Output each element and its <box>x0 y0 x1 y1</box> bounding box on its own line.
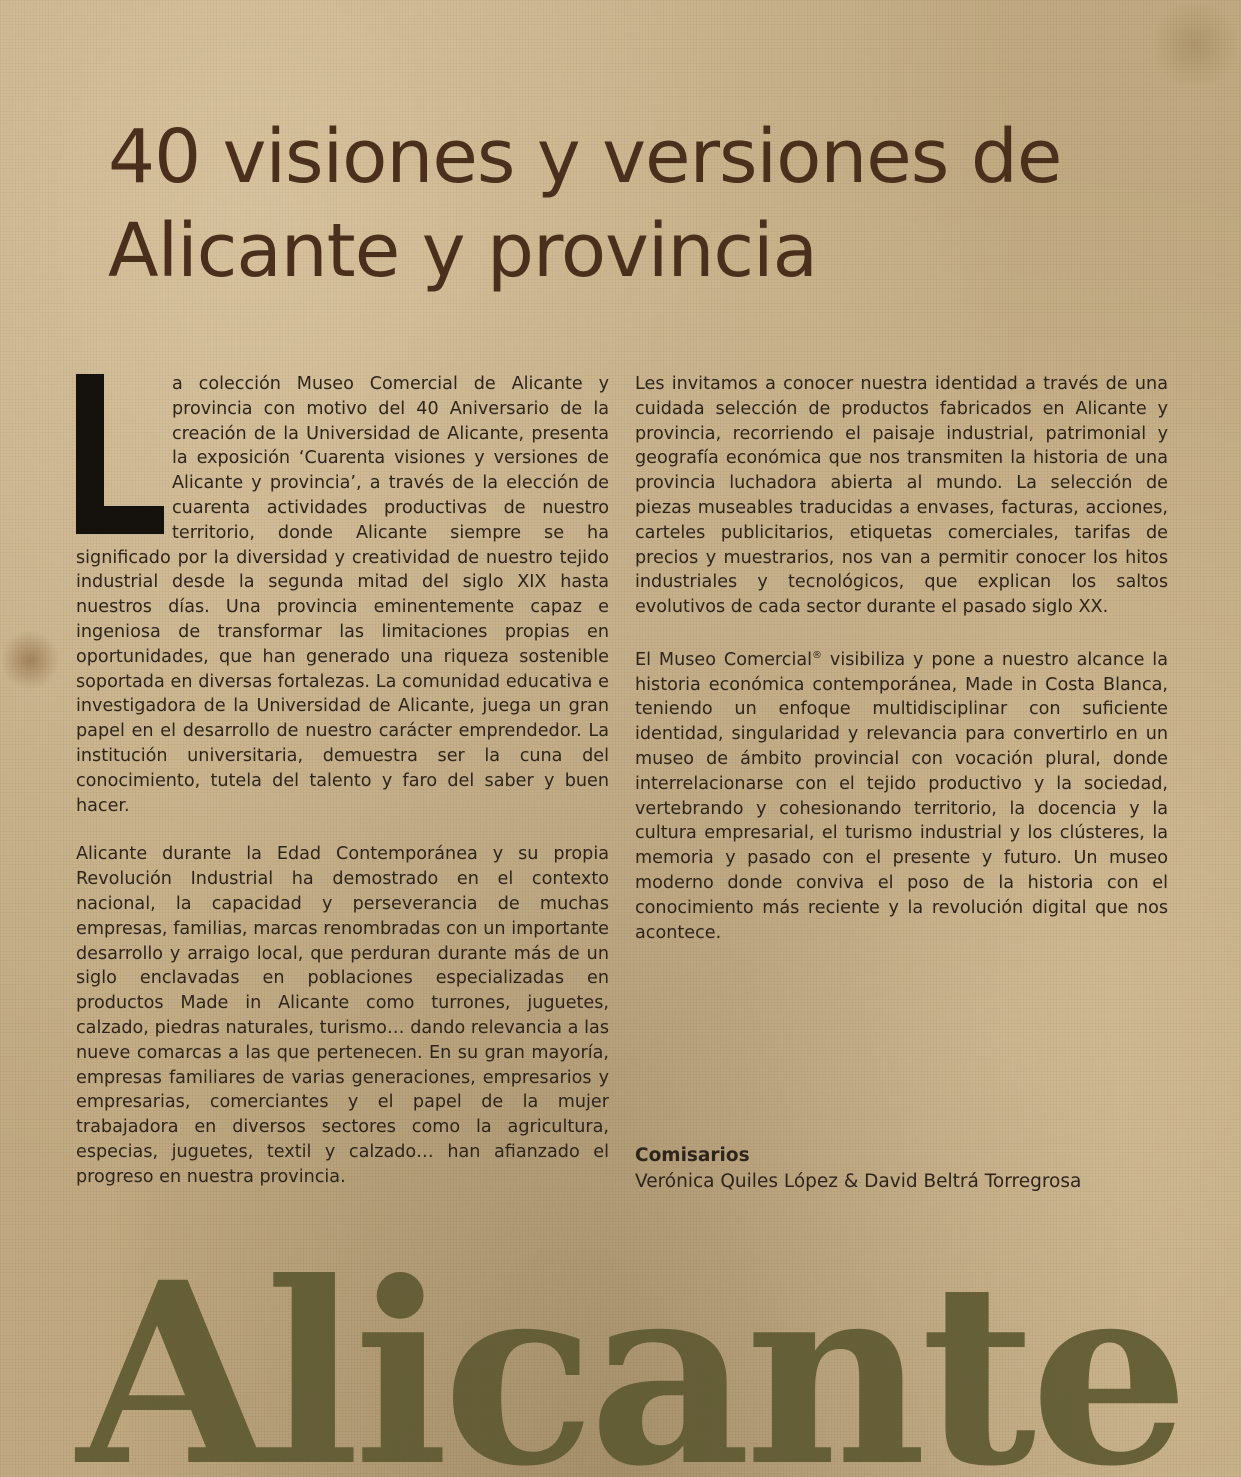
right-column <box>635 372 1168 969</box>
registered-mark: ® <box>812 649 823 661</box>
left-column <box>76 372 609 1214</box>
paragraph-museum-text: visibiliza y pone a nuestro alcance la historia económica contemporánea, Made in Costa Blanca, teniendo un enfoque multidisciplinar con suficiente identidad, singularidad y relevancia para convertirlo en un museo de ámbito provincial con vocación plural, donde interrelacionarse con el tejido productivo y la sociedad, vertebrando y cohesionando territorio, la docencia y la cultura empresarial, el turismo industrial y los clústeres, la memoria y pasado con el presente y futuro. Un museo moderno donde conviva el poso de la historia con el conocimiento más reciente y la revolución digital que nos acontece. <box>635 649 1168 943</box>
museum-name: El Museo Comercial <box>635 649 813 670</box>
paragraph-intro-text: a colección Museo Comercial de Alicante y provincia con motivo del 40 Aniversario de la creación de la Universidad de Alicante, presenta la exposición ‘Cuarenta visiones y versiones de Alicante y provincia’, a través de la elección de cuarenta actividades productivas de nuestro territorio, donde Alicante siempre se ha significado por la diversidad y creatividad de nuestro tejido industrial desde la segunda mitad del siglo XIX hasta nuestros días. Una provincia eminentemente capaz e ingeniosa de transformar las limitaciones propias en oportunidades, que han generado una riqueza sostenible soportada en diversas fortalezas. La comunidad educativa e investigadora de la Universidad de Alicante, juega un gran papel en el desarrollo de nuestro carácter emprendedor. La institución universitaria, demuestra ser la cuna del conocimiento, tutela del talento y faro del saber y buen hacer. <box>76 374 609 816</box>
credits <box>635 1143 1081 1195</box>
title-line-1: 40 visiones y versiones de <box>108 114 1062 200</box>
paragraph-invitation: Les invitamos a conocer nuestra identidad a través de una cuidada selección de productos fabricados en Alicante y provincia, recorriendo el paisaje industrial, patrimonial y geografía económica que nos transmiten la historia de una provincia luchadora abierta al mundo. La selección de piezas museables traducidas a envases, facturas, acciones, carteles publicitarios, etiquetas comerciales, tarifas de precios y muestrarios, nos van a permitir conocer los hitos industriales y tecnológicos, que explican los saltos evolutivos de cada sector durante el pasado siglo XX. <box>635 374 1168 618</box>
paper-stain <box>0 630 60 690</box>
dropcap <box>76 374 164 534</box>
paragraph-history: Alicante durante la Edad Contemporánea y su propia Revolución Industrial ha demostrado en el contexto nacional, la capacidad y perseverancia de muchas empresas, familias, marcas renombradas con un importante desarrollo y arraigo local, que perduran durante más de un siglo enclavadas en poblaciones especializadas en productos Made in Alicante como turrones, juguetes, calzado, piedras naturales, turismo… dando relevancia a las nueve comarcas a las que pertenecen. En su gran mayoría, empresas familiares de varias generaciones, empresarios y empresarias, comerciantes y el papel de la mujer trabajadora en diversos sectores como la agricultura, especias, juguetes, textil y calzado… han afianzado el progreso en nuestra provincia. <box>76 844 609 1187</box>
alicante-logo <box>76 1200 1184 1477</box>
title-line-2: Alicante y provincia <box>108 208 817 294</box>
credits-label: Comisarios <box>635 1145 750 1166</box>
alicante-logo-text: Alicante <box>76 1227 1184 1477</box>
dropcap-foot <box>76 506 164 534</box>
paragraph-intro <box>76 372 609 818</box>
alicante-logo-art <box>76 1200 1184 1477</box>
credits-names: Verónica Quiles López & David Beltrá Torregrosa <box>635 1171 1082 1192</box>
page-title <box>108 110 1198 298</box>
paragraph-museum <box>635 644 1168 945</box>
paper-stain <box>1150 0 1240 90</box>
